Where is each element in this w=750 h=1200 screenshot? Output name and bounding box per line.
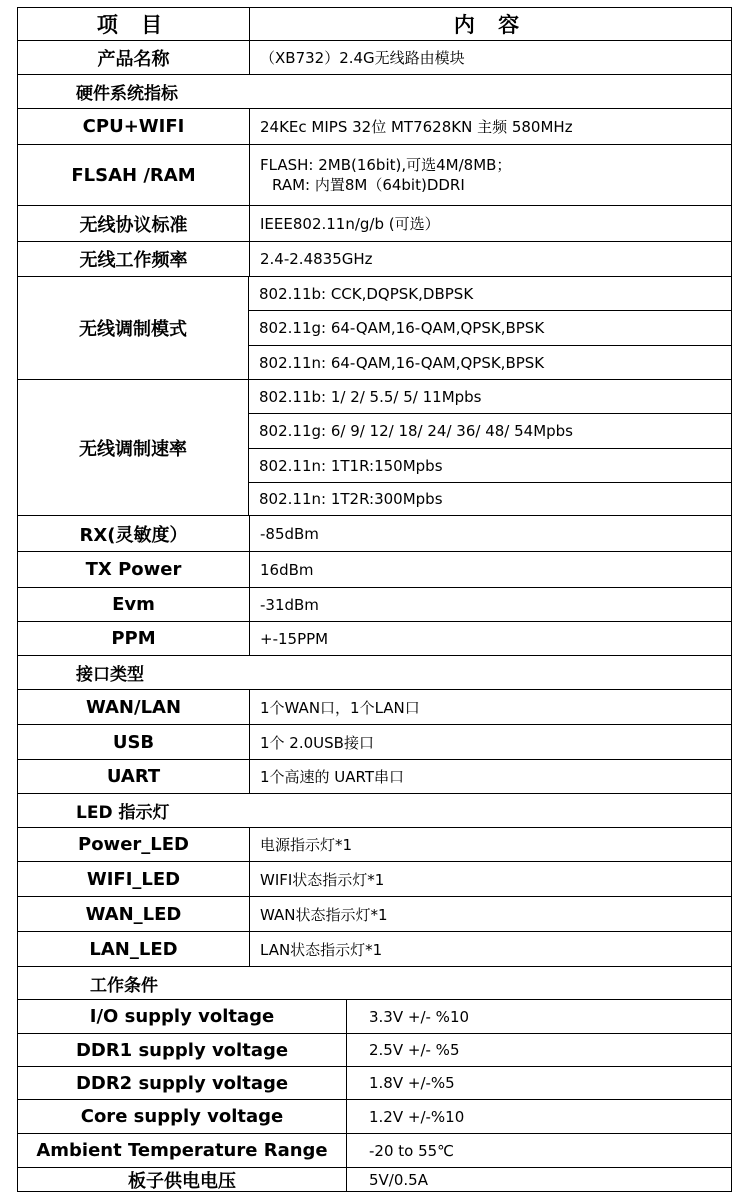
lan-led-label: LAN_LED [89,938,178,960]
modulation-item: 802.11n: 64-QAM,16-QAM,QPSK,BPSK [249,346,731,380]
evm-label: Evm [112,594,155,615]
lan-led-value: LAN状态指示灯*1 [249,932,731,966]
board-power-value: 5V/0.5A [346,1168,731,1191]
modulation-label: 无线调制模式 [18,277,249,380]
tx-label: TX Power [85,559,182,580]
usb-label: USB [112,731,155,753]
core-voltage-value: 1.2V +/-%10 [346,1100,731,1133]
rx-label: RX(灵敏度） [79,524,188,546]
table-row [18,1034,731,1067]
board-power-label: 板子供电电压 [128,1170,236,1191]
ddr1-voltage-value: 2.5V +/- %5 [346,1034,731,1066]
rate-item: 802.11n: 1T2R:300Mpbs [249,483,731,516]
ddr2-voltage-label: DDR2 supply voltage [75,1072,289,1094]
section-header [18,967,731,1000]
uart-label: UART [106,766,161,787]
product-name-value: （XB732）2.4G无线路由模块 [249,41,731,74]
table-row [18,828,731,862]
table-row [18,897,731,932]
table-header-row [18,8,731,41]
section-title-hardware: 硬件系统指标 [76,84,178,104]
section-title-conditions: 工作条件 [90,975,158,996]
section-header [18,656,731,690]
header-item: 项 目 [96,13,171,37]
cpu-label: CPU+WIFI [82,116,185,137]
rate-label: 无线调制速率 [18,380,249,516]
usb-value: 1个 2.0USB接口 [249,725,731,759]
standard-value: IEEE802.11n/g/b (可选） [249,206,731,241]
ppm-label: PPM [111,628,156,649]
table-row [18,242,731,277]
io-voltage-label: I/O supply voltage [89,1006,275,1027]
table-row [18,109,731,145]
ambient-label: Ambient Temperature Range [36,1140,328,1161]
table-row [18,1168,731,1191]
table-row [18,690,731,725]
ppm-value: +-15PPM [249,622,731,655]
table-row [18,760,731,794]
io-voltage-value: 3.3V +/- %10 [346,1000,731,1033]
section-title-interfaces: 接口类型 [76,665,144,685]
rx-value: -85dBm [249,516,731,551]
table-row [18,145,731,206]
rate-item: 802.11b: 1/ 2/ 5.5/ 5/ 11Mpbs [249,380,731,414]
section-header [18,75,731,109]
flash-line-2: RAM: 内置8M（64bit)DDRI [272,176,465,194]
frequency-value: 2.4-2.4835GHz [249,242,731,276]
section-header [18,794,731,828]
frequency-label: 无线工作频率 [79,250,188,271]
ddr2-voltage-value: 1.8V +/-%5 [346,1067,731,1099]
section-title-led: LED 指示灯 [76,803,170,823]
flash-label: FLSAH /RAM [71,164,196,186]
product-name-label: 产品名称 [97,48,170,70]
header-content: 内 容 [249,8,731,40]
table-row [18,1100,731,1134]
table-row [18,725,731,760]
wanlan-value: 1个WAN口，1个LAN口 [249,690,731,724]
table-row [18,1134,731,1168]
tx-value: 16dBm [249,552,731,587]
power-led-value: 电源指示灯*1 [249,828,731,861]
table-row [18,588,731,622]
table-row [18,622,731,656]
flash-line-1: FLASH: 2MB(16bit),可选4M/8MB； [260,156,512,174]
modulation-item: 802.11b: CCK,DQPSK,DBPSK [249,277,731,311]
ddr1-voltage-label: DDR1 supply voltage [75,1039,289,1061]
uart-value: 1个高速的 UART串口 [249,760,731,793]
table-row [18,1000,731,1034]
cpu-value: 24KEc MIPS 32位 MT7628KN 主频 580MHz [249,109,731,144]
wifi-led-label: WIFI_LED [86,868,181,890]
power-led-label: Power_LED [78,834,189,855]
table-row [18,41,731,75]
table-row [18,862,731,897]
rate-item: 802.11n: 1T1R:150Mpbs [249,449,731,483]
wanlan-label: WAN/LAN [85,696,182,718]
wan-led-value: WAN状态指示灯*1 [249,897,731,931]
table-row [18,932,731,967]
rate-item: 802.11g: 6/ 9/ 12/ 18/ 24/ 36/ 48/ 54Mpbs [249,414,731,449]
table-row [18,552,731,588]
modulation-item: 802.11g: 64-QAM,16-QAM,QPSK,BPSK [249,311,731,346]
core-voltage-label: Core supply voltage [80,1106,284,1127]
wifi-led-value: WIFI状态指示灯*1 [249,862,731,896]
standard-label: 无线协议标准 [79,214,188,236]
evm-value: -31dBm [249,588,731,621]
table-row [18,1067,731,1100]
table-row [18,516,731,552]
ambient-value: -20 to 55℃ [346,1134,731,1167]
spec-table [17,7,732,1192]
wan-led-label: WAN_LED [85,903,182,925]
flash-value [249,145,731,205]
table-row [18,206,731,242]
